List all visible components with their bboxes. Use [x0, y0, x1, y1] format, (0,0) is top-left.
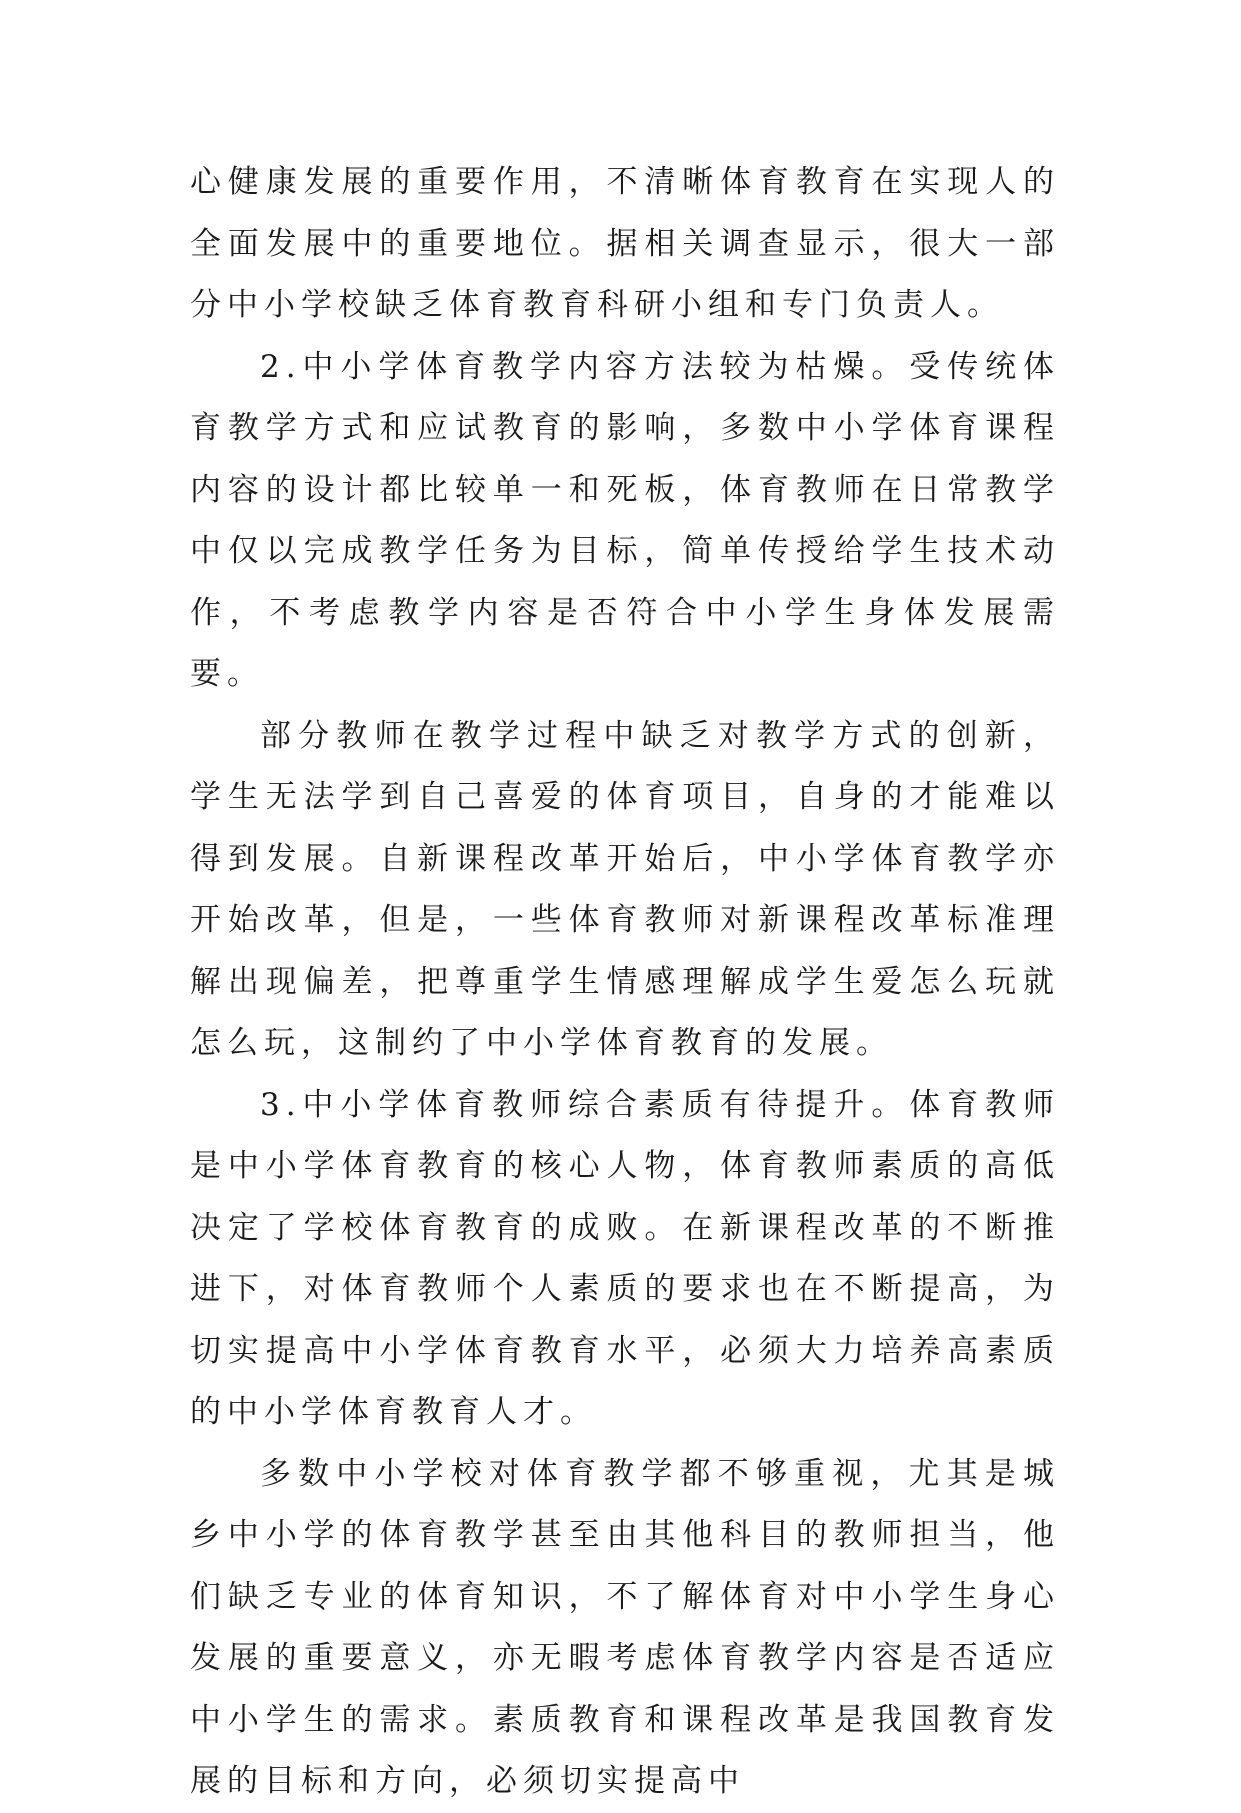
paragraph-2: 2.中小学体育教学内容方法较为枯燥。受传统体育教学方式和应试教育的影响，多数中小学体育课程内容的设计都比较单一和死板，体育教师在日常教学中仅以完成教学任务为目标，简单传授给学生技术动作，不考虑教学内容是否符合中小学生身体发展需要。	[190, 348, 1060, 692]
paragraph-1: 心健康发展的重要作用，不清晰体育教育在实现人的全面发展中的重要地位。据相关调查显示，很大一部分中小学校缺乏体育教育科研小组和专门负责人。	[190, 164, 1060, 323]
paragraph-4: 3.中小学体育教师综合素质有待提升。体育教师是中小学体育教育的核心人物，体育教师素质的高低决定了学校体育教育的成败。在新课程改革的不断推进下，对体育教师个人素质的要求也在不断提高，为切实提高中小学体育教育水平，必须大力培养高素质的中小学体育教育人才。	[190, 1086, 1060, 1430]
document-page	[190, 152, 1060, 1813]
paragraph-3: 部分教师在教学过程中缺乏对教学方式的创新，学生无法学到自己喜爱的体育项目，自身的才能难以得到发展。自新课程改革开始后，中小学体育教学亦开始改革，但是，一些体育教师对新课程改革标准理解出现偏差，把尊重学生情感理解成学生爱怎么玩就怎么玩，这制约了中小学体育教育的发展。	[190, 717, 1060, 1061]
paragraph-5: 多数中小学校对体育教学都不够重视，尤其是城乡中小学的体育教学甚至由其他科目的教师担当，他们缺乏专业的体育知识，不了解体育对中小学生身心发展的重要意义，亦无暇考虑体育教学内容是否适应中小学生的需求。素质教育和课程改革是我国教育发展的目标和方向，必须切实提高中	[190, 1455, 1060, 1799]
